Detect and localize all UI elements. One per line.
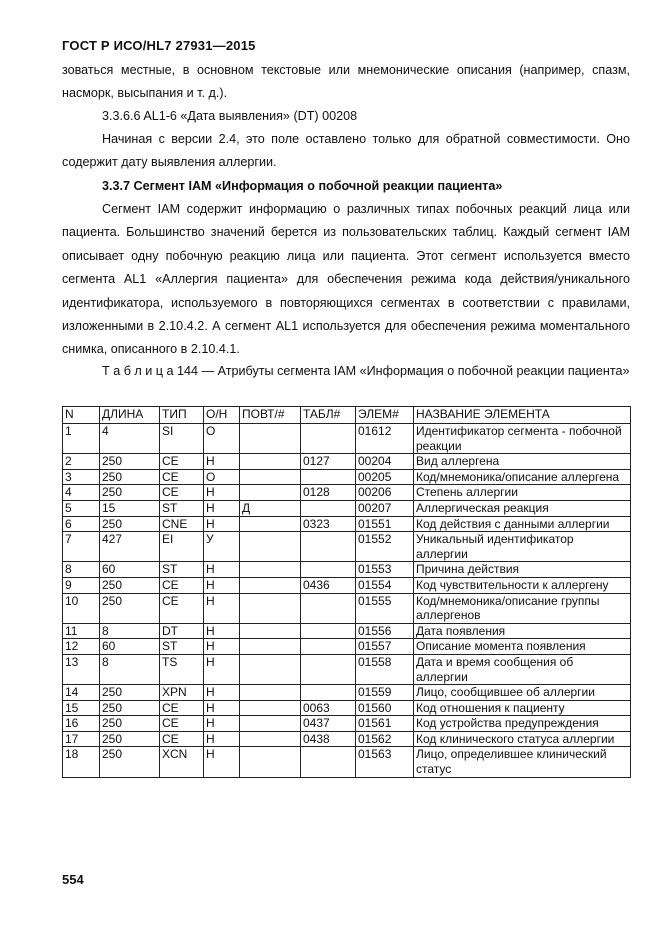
cell-element: 01558 — [356, 654, 414, 684]
cell-table — [301, 639, 356, 655]
cell-element: 00204 — [356, 454, 414, 470]
cell-type: XPN — [160, 685, 204, 701]
cell-n: 13 — [63, 654, 100, 684]
table-header-row — [63, 407, 631, 424]
cell-element: 01557 — [356, 639, 414, 655]
cell-optionality: Н — [204, 562, 240, 578]
cell-optionality: Н — [204, 639, 240, 655]
cell-length: 250 — [100, 700, 160, 716]
paragraph-compat-text: Начиная с версии 2.4, это поле оставлено только для обратной совместимости. Оно содержит дату выявления аллергии. — [62, 132, 630, 170]
table-caption-text: Т а б л и ц а 144 — Атрибуты сегмента IAM «Информация о побочной реакции пациента» — [102, 364, 630, 378]
cell-element: 00206 — [356, 485, 414, 501]
cell-element: 01553 — [356, 562, 414, 578]
cell-table — [301, 424, 356, 454]
cell-element: 00205 — [356, 469, 414, 485]
cell-type: CE — [160, 485, 204, 501]
cell-type: CE — [160, 731, 204, 747]
cell-type: CE — [160, 469, 204, 485]
table-row — [63, 731, 631, 747]
table-row — [63, 593, 631, 623]
cell-element: 01551 — [356, 516, 414, 532]
cell-element-name: Код/мнемоника/описание группы аллергенов — [414, 593, 631, 623]
table-row — [63, 654, 631, 684]
field-heading-text: 3.3.6.6 AL1-6 «Дата выявления» (DT) 00208 — [102, 109, 358, 123]
cell-n: 5 — [63, 500, 100, 516]
table-row — [63, 500, 631, 516]
cell-optionality: Н — [204, 747, 240, 777]
cell-optionality: Н — [204, 700, 240, 716]
cell-n: 12 — [63, 639, 100, 655]
header-element-name: НАЗВАНИЕ ЭЛЕМЕНТА — [414, 407, 631, 424]
cell-element-name: Аллергическая реакция — [414, 500, 631, 516]
cell-optionality: Н — [204, 454, 240, 470]
field-heading — [62, 105, 630, 128]
cell-type: CE — [160, 716, 204, 732]
cell-table — [301, 593, 356, 623]
cell-length: 250 — [100, 685, 160, 701]
cell-n: 4 — [63, 485, 100, 501]
cell-table: 0436 — [301, 577, 356, 593]
cell-type: CE — [160, 454, 204, 470]
cell-element-name: Вид аллергена — [414, 454, 631, 470]
header-table: ТАБЛ# — [301, 407, 356, 424]
cell-repeat — [240, 593, 301, 623]
cell-element: 01555 — [356, 593, 414, 623]
paragraph-segment-description — [62, 198, 630, 362]
cell-table — [301, 532, 356, 562]
cell-optionality: Н — [204, 485, 240, 501]
cell-length: 15 — [100, 500, 160, 516]
cell-type: EI — [160, 532, 204, 562]
cell-element-name: Уникальный идентификатор аллергии — [414, 532, 631, 562]
cell-repeat — [240, 485, 301, 501]
cell-n: 1 — [63, 424, 100, 454]
cell-n: 14 — [63, 685, 100, 701]
cell-length: 250 — [100, 454, 160, 470]
cell-repeat — [240, 700, 301, 716]
cell-length: 4 — [100, 424, 160, 454]
cell-element-name: Дата появления — [414, 623, 631, 639]
paragraph-continuation: зоваться местные, в основном текстовые или мнемонические описания (например, спазм, насморк, высыпания и т. д.). — [62, 63, 630, 101]
cell-table — [301, 469, 356, 485]
cell-optionality: Н — [204, 731, 240, 747]
cell-length: 250 — [100, 485, 160, 501]
cell-n: 17 — [63, 731, 100, 747]
cell-table — [301, 747, 356, 777]
cell-length: 250 — [100, 577, 160, 593]
cell-element: 01552 — [356, 532, 414, 562]
cell-table: 0128 — [301, 485, 356, 501]
cell-table — [301, 500, 356, 516]
cell-n: 8 — [63, 562, 100, 578]
table-row — [63, 623, 631, 639]
cell-length: 8 — [100, 623, 160, 639]
cell-type: CNE — [160, 516, 204, 532]
table-row — [63, 516, 631, 532]
cell-table — [301, 685, 356, 701]
cell-optionality: Н — [204, 593, 240, 623]
cell-length: 250 — [100, 593, 160, 623]
table-row — [63, 747, 631, 777]
cell-type: SI — [160, 424, 204, 454]
cell-repeat — [240, 469, 301, 485]
cell-element: 00207 — [356, 500, 414, 516]
cell-type: XCN — [160, 747, 204, 777]
header-type: ТИП — [160, 407, 204, 424]
cell-element-name: Лицо, определившее клинический статус — [414, 747, 631, 777]
cell-n: 11 — [63, 623, 100, 639]
paragraph-segment-description-text: Сегмент IAM содержит информацию о различных типах побочных реакций лица или пациента. Большинство значений берется из пользовательских таблиц. Каждый сегмент IAM описывает одну побочную реакцию лица или пациента. Этот сегмент используется вместо сегмента AL1 «Аллергия пациента» для обеспечения режима кода действия/уникального идентификатора, используемого в повторяющихся сегментах в соответствии с правилами, изложенными в 2.10.4.2. А сегмент AL1 используется для обеспечения режима моментального снимка, описанного в 2.10.4.1. — [62, 202, 630, 357]
table-row — [63, 685, 631, 701]
header-optionality: О/Н — [204, 407, 240, 424]
cell-table: 0438 — [301, 731, 356, 747]
cell-n: 10 — [63, 593, 100, 623]
cell-optionality: У — [204, 532, 240, 562]
table-row — [63, 454, 631, 470]
cell-n: 3 — [63, 469, 100, 485]
cell-length: 60 — [100, 639, 160, 655]
cell-repeat — [240, 516, 301, 532]
cell-repeat — [240, 623, 301, 639]
cell-length: 8 — [100, 654, 160, 684]
cell-optionality: О — [204, 469, 240, 485]
cell-element: 01554 — [356, 577, 414, 593]
cell-element-name: Код/мнемоника/описание аллергена — [414, 469, 631, 485]
table-caption — [62, 360, 630, 383]
cell-element: 01562 — [356, 731, 414, 747]
cell-table: 0323 — [301, 516, 356, 532]
cell-element-name: Степень аллергии — [414, 485, 631, 501]
cell-n: 7 — [63, 532, 100, 562]
cell-n: 9 — [63, 577, 100, 593]
cell-repeat — [240, 716, 301, 732]
cell-type: CE — [160, 577, 204, 593]
cell-length: 250 — [100, 716, 160, 732]
cell-repeat — [240, 424, 301, 454]
table-row — [63, 639, 631, 655]
cell-table — [301, 654, 356, 684]
cell-n: 16 — [63, 716, 100, 732]
cell-element: 01556 — [356, 623, 414, 639]
cell-element-name: Дата и время сообщения об аллергии — [414, 654, 631, 684]
cell-type: CE — [160, 700, 204, 716]
table-row — [63, 562, 631, 578]
cell-table: 0437 — [301, 716, 356, 732]
document-header: ГОСТ Р ИСО/HL7 27931—2015 — [62, 38, 256, 53]
cell-element-name: Причина действия — [414, 562, 631, 578]
cell-table — [301, 562, 356, 578]
cell-repeat — [240, 654, 301, 684]
cell-type: CE — [160, 593, 204, 623]
cell-element-name: Код чувствительности к аллергену — [414, 577, 631, 593]
header-element: ЭЛЕМ# — [356, 407, 414, 424]
header-repeat: ПОВТ/# — [240, 407, 301, 424]
attributes-table — [62, 406, 631, 778]
cell-length: 250 — [100, 731, 160, 747]
cell-element-name: Код действия с данными аллергии — [414, 516, 631, 532]
cell-optionality: Н — [204, 623, 240, 639]
cell-n: 15 — [63, 700, 100, 716]
table-row — [63, 469, 631, 485]
cell-optionality: О — [204, 424, 240, 454]
cell-length: 427 — [100, 532, 160, 562]
cell-repeat — [240, 532, 301, 562]
cell-table: 0063 — [301, 700, 356, 716]
cell-table: 0127 — [301, 454, 356, 470]
cell-element: 01563 — [356, 747, 414, 777]
cell-length: 250 — [100, 516, 160, 532]
table-row — [63, 716, 631, 732]
cell-element: 01612 — [356, 424, 414, 454]
cell-repeat — [240, 577, 301, 593]
cell-type: ST — [160, 562, 204, 578]
cell-optionality: Н — [204, 577, 240, 593]
cell-type: TS — [160, 654, 204, 684]
cell-repeat — [240, 747, 301, 777]
cell-type: ST — [160, 500, 204, 516]
header-length: ДЛИНА — [100, 407, 160, 424]
cell-optionality: Н — [204, 716, 240, 732]
cell-element-name: Лицо, сообщившее об аллергии — [414, 685, 631, 701]
header-n: N — [63, 407, 100, 424]
cell-length: 250 — [100, 747, 160, 777]
cell-type: ST — [160, 639, 204, 655]
cell-repeat — [240, 731, 301, 747]
cell-repeat — [240, 639, 301, 655]
cell-element-name: Описание момента появления — [414, 639, 631, 655]
cell-element: 01561 — [356, 716, 414, 732]
cell-element-name: Код клинического статуса аллергии — [414, 731, 631, 747]
cell-n: 6 — [63, 516, 100, 532]
cell-optionality: Н — [204, 654, 240, 684]
table-row — [63, 532, 631, 562]
cell-repeat — [240, 454, 301, 470]
cell-optionality: Н — [204, 500, 240, 516]
cell-n: 18 — [63, 747, 100, 777]
cell-element: 01559 — [356, 685, 414, 701]
cell-repeat — [240, 685, 301, 701]
section-heading — [62, 175, 630, 198]
cell-length: 250 — [100, 469, 160, 485]
table-row — [63, 577, 631, 593]
cell-table — [301, 623, 356, 639]
page-number: 554 — [62, 872, 84, 887]
section-heading-text: 3.3.7 Сегмент IAM «Информация о побочной реакции пациента» — [102, 179, 503, 193]
cell-repeat: Д — [240, 500, 301, 516]
cell-element-name: Идентификатор сегмента - побочной реакции — [414, 424, 631, 454]
cell-type: DT — [160, 623, 204, 639]
cell-element-name: Код отношения к пациенту — [414, 700, 631, 716]
cell-element: 01560 — [356, 700, 414, 716]
paragraph-compat — [62, 128, 630, 175]
cell-length: 60 — [100, 562, 160, 578]
cell-optionality: Н — [204, 516, 240, 532]
cell-element-name: Код устройства предупреждения — [414, 716, 631, 732]
cell-repeat — [240, 562, 301, 578]
table-row — [63, 485, 631, 501]
cell-optionality: Н — [204, 685, 240, 701]
table-row — [63, 424, 631, 454]
cell-n: 2 — [63, 454, 100, 470]
table-row — [63, 700, 631, 716]
